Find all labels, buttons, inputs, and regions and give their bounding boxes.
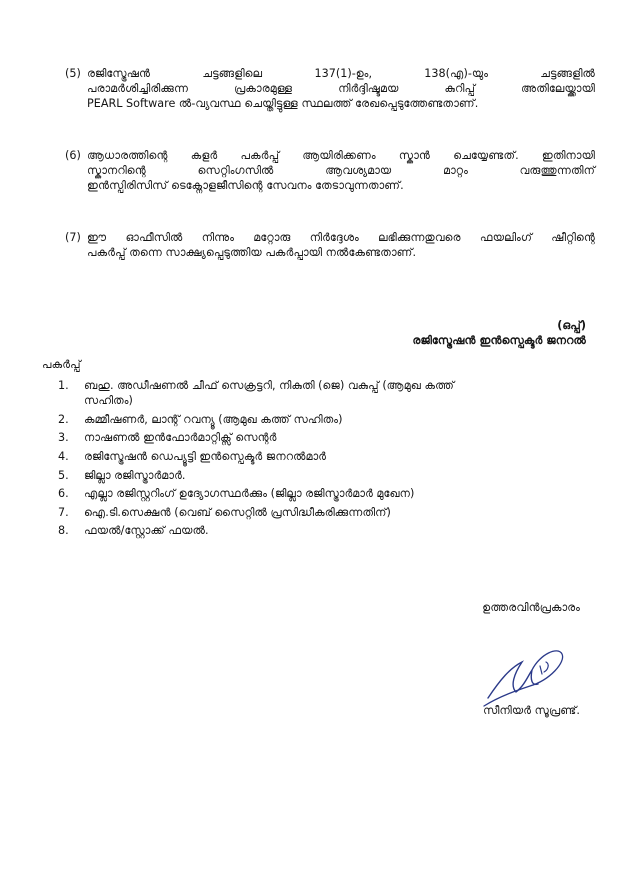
paragraph-number: (5) bbox=[65, 67, 81, 80]
list-item-number: 6. bbox=[58, 487, 69, 501]
list-item-number: 1. bbox=[58, 379, 69, 392]
paragraph-5 bbox=[65, 66, 595, 111]
paragraph-line: ഇൻസ്പിരിസിസ് ടെക്നോളജീസിന്റെ സേവനം തേടാവുന്നതാണ്. bbox=[87, 179, 404, 193]
list-item-number: 5. bbox=[58, 468, 69, 482]
paragraph-line: സ്കാനറിന്റെ സെറ്റിംഗസിൽ ആവശ്യമായ മാറ്റം വരുത്തുന്നതിന് bbox=[87, 164, 595, 178]
list-item-text: കമ്മീഷണർ, ലാന്റ് റവന്യൂ (ആമുഖ കത്ത് സഹിതം) bbox=[84, 412, 343, 426]
paragraph-line: പകർപ്പ് തന്നെ സാക്ഷ്യപ്പെടുത്തിയ പകർപ്പായി നൽകേണ്ടതാണ്. bbox=[87, 246, 417, 260]
list-item-text: ഐ.ടി.സെക്ഷൻ (വെബ് സൈറ്റിൽ പ്രസിദ്ധീകരിക്കുന്നതിന്) bbox=[84, 505, 391, 519]
list-item bbox=[58, 430, 578, 445]
paragraph-line: രജിസ്ട്രേഷൻ ചട്ടങ്ങളിലെ 137(1)-ഉം, 138(എ)-യും ചട്ടങ്ങളിൽ bbox=[87, 67, 595, 80]
list-item bbox=[58, 486, 578, 501]
copy-to-list bbox=[58, 378, 578, 542]
list-item-text: നാഷണൽ ഇൻഫോർമാറ്റിക്സ് സെന്റർ bbox=[84, 431, 277, 445]
list-item bbox=[58, 523, 578, 538]
copy-to-heading: പകർപ്പ് bbox=[42, 358, 81, 371]
list-item-number: 2. bbox=[58, 412, 69, 426]
list-item bbox=[58, 449, 578, 464]
list-item bbox=[58, 412, 578, 427]
list-item-text: രജിസ്ട്രേഷൻ ഡെപ്യൂട്ടി ഇൻസ്പെക്ടർ ജനറൽമാർ bbox=[84, 449, 327, 463]
paragraph-6 bbox=[65, 148, 595, 193]
signatory-title: രജിസ്ട്രേഷൻ ഇൻസ്പെക്ടർ ജനറൽ bbox=[412, 334, 586, 348]
list-item-number: 7. bbox=[58, 505, 69, 519]
list-item-text: ഫയൽ/സ്റ്റോക്ക് ഫയൽ. bbox=[84, 524, 209, 538]
list-item-text: ബഹു. അഡീഷണൽ ചീഫ് സെക്രട്ടറി, നികുതി (ജെ) വകുപ്പ് (ആമുഖ കത്ത് bbox=[84, 379, 455, 392]
list-item bbox=[58, 505, 578, 520]
paragraph-number: (6) bbox=[65, 149, 81, 162]
paragraph-number: (7) bbox=[65, 231, 81, 244]
list-item-text: എല്ലാ രജിസ്റ്ററിംഗ് ഉദ്യോഗസ്ഥർക്കും (ജില്ലാ രജിസ്ട്രാർമാർ മുഖേന) bbox=[84, 487, 415, 501]
list-item-text: സഹിതം) bbox=[84, 394, 133, 408]
paragraph-line: ആധാരത്തിന്റെ കളർ പകർപ്പ് ആയിരിക്കണം സ്കാൻ ചെയ്യേണ്ടത്. ഇതിനായി bbox=[87, 149, 595, 162]
per-order-text: ഉത്തരവിൻപ്രകാരം bbox=[482, 601, 580, 614]
paragraph-7 bbox=[65, 230, 595, 260]
list-item bbox=[58, 378, 578, 408]
list-item-number: 8. bbox=[58, 524, 69, 538]
paragraph-line: ഈ ഓഫീസിൽ നിന്നും മറ്റോരു നിർദ്ദേശം ലഭിക്കുന്നതുവരെ ഫയലിംഗ് ഷീറ്റിന്റെ bbox=[87, 231, 595, 244]
handwritten-signature bbox=[470, 640, 570, 710]
signed-marker: (ഒപ്പ്) bbox=[557, 319, 586, 332]
paragraph-line: PEARL Software ൽ-വ്യവസ്ഥ ചെയ്തിട്ടുള്ള സ്ഥലത്ത് രേഖപ്പെടുത്തേണ്ടതാണ്. bbox=[87, 97, 479, 111]
list-item bbox=[58, 468, 578, 483]
list-item-text: ജില്ലാ രജിസ്ട്രാർമാർ. bbox=[84, 468, 186, 482]
list-item-number: 4. bbox=[58, 449, 69, 463]
paragraph-line: പരാമർശിച്ചിരിക്കുന്ന പ്രകാരമുള്ള നിർദ്ദിഷ്ടമയ കുറിപ്പ് അതിലേയ്ക്കായി bbox=[87, 82, 595, 96]
signatory-block bbox=[412, 318, 586, 348]
list-item-number: 3. bbox=[58, 431, 69, 445]
designation-text: സീനിയർ സൂപ്രണ്ട്. bbox=[483, 704, 580, 717]
